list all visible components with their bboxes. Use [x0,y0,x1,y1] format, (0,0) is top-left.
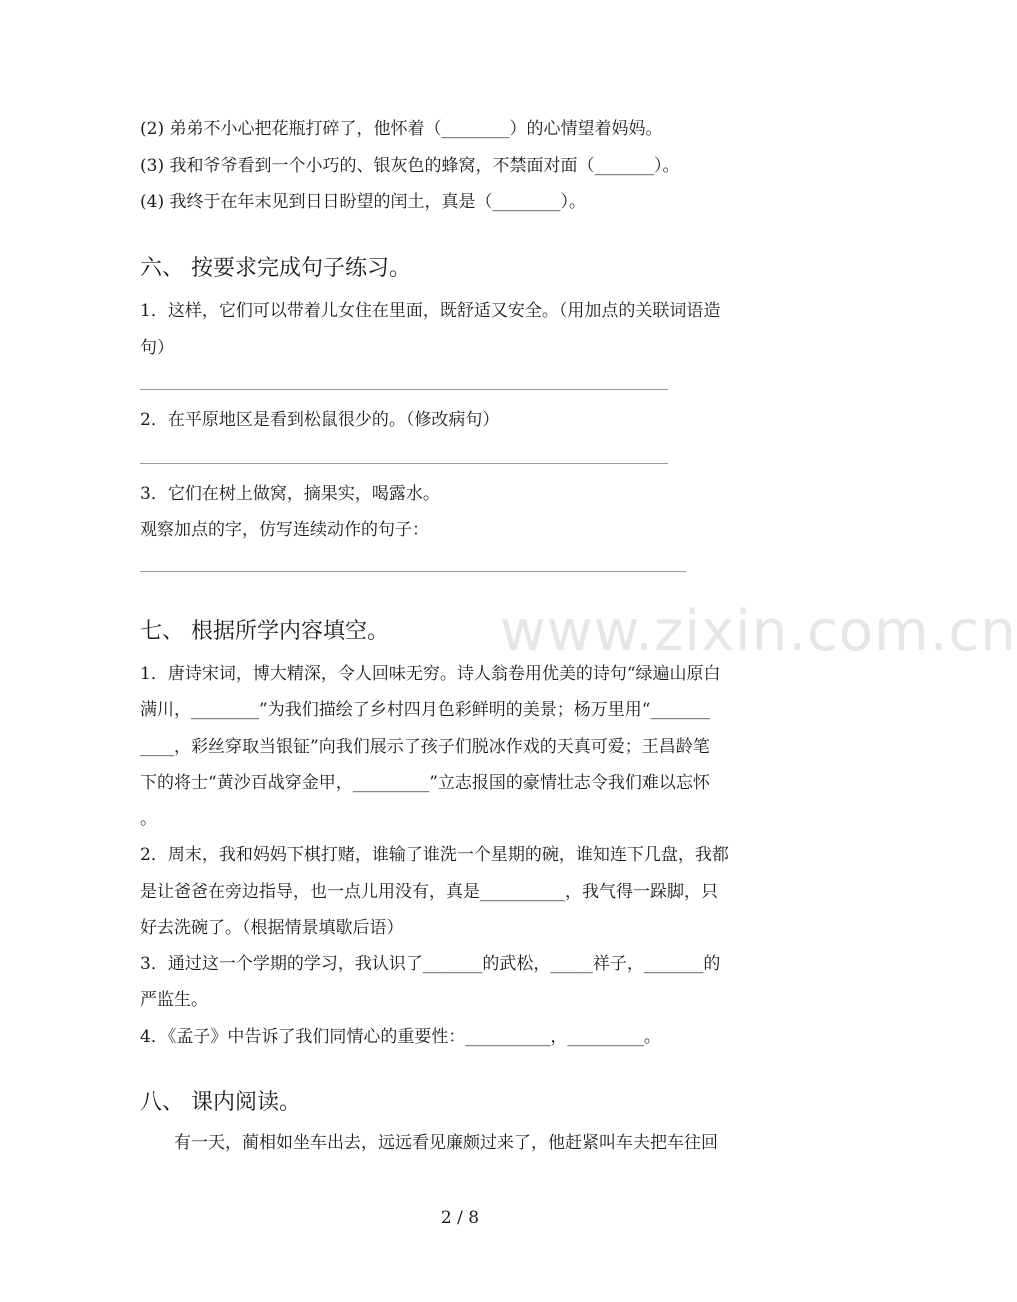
question-5-3: (3) 我和爷爷看到一个小巧的、银灰色的蜂窝，不禁面对面（_______）。 [140,156,680,176]
section-7-item-1-line-4: 下的将士“黄沙百战穿金甲，_________”立志报国的豪情壮志令我们难以忘怀 [140,773,710,793]
section-7-item-4: 4．《孟子》中告诉了我们同情心的重要性：__________，_________。 [140,1027,661,1047]
section-6-item-1-line-1: 1．这样，它们可以带着儿女住在里面，既舒适又安全。（用加点的关联词语造 [140,301,721,321]
answer-line [140,389,668,390]
section-7-title: 七、 根据所学内容填空。 [140,619,389,644]
section-6-title: 六、 按要求完成句子练习。 [140,256,411,281]
section-7-item-2-line-3: 好去洗碗了。（根据情景填歇后语） [140,918,404,938]
section-6-item-3-line-2: 观察加点的字，仿写连续动作的句子： [140,520,429,540]
reading-paragraph: 有一天，蔺相如坐车出去，远远看见廉颇过来了，他赶紧叫车夫把车往回 [174,1133,718,1153]
section-7-item-3-line-1: 3．通过这一个学期的学习，我认识了_______的武松，_____祥子，_______的 [140,954,721,974]
section-7-item-1-line-1: 1．唐诗宋词，博大精深，令人回味无穷。诗人翁卷用优美的诗句“绿遍山原白 [140,664,721,684]
section-7-item-1-line-5: 。 [140,809,157,829]
section-6-item-1-line-2: 句） [140,338,174,358]
watermark: www.zixin.com.cn [500,599,1017,664]
section-6-item-3-line-1: 3．它们在树上做窝，摘果实，喝露水。 [140,484,440,504]
section-6-item-2: 2．在平原地区是看到松鼠很少的。（修改病句） [140,410,500,430]
question-5-4: (4) 我终于在年末见到日日盼望的闰土，真是（________）。 [140,192,586,212]
section-7-item-2-line-2: 是让爸爸在旁边指导，也一点儿用没有，真是__________，我气得一跺脚，只 [140,882,718,902]
answer-line [140,571,686,572]
page-number: 2 / 8 [440,1208,480,1228]
answer-line [140,463,668,464]
section-8-title: 八、 课内阅读。 [140,1090,301,1115]
section-7-item-1-line-2: 满川，________”为我们描绘了乡村四月色彩鲜明的美景；杨万里用“_______ [140,700,710,720]
section-7-item-3-line-2: 严监生。 [140,990,208,1010]
section-7-item-1-line-3: ____，彩丝穿取当银钲”向我们展示了孩子们脱冰作戏的天真可爱；王昌龄笔 [140,737,710,757]
question-5-2: (2) 弟弟不小心把花瓶打碎了，他怀着（________）的心情望着妈妈。 [140,119,663,139]
section-7-item-2-line-1: 2．周末，我和妈妈下棋打赌，谁输了谁洗一个星期的碗，谁知连下几盘，我都 [140,845,729,865]
